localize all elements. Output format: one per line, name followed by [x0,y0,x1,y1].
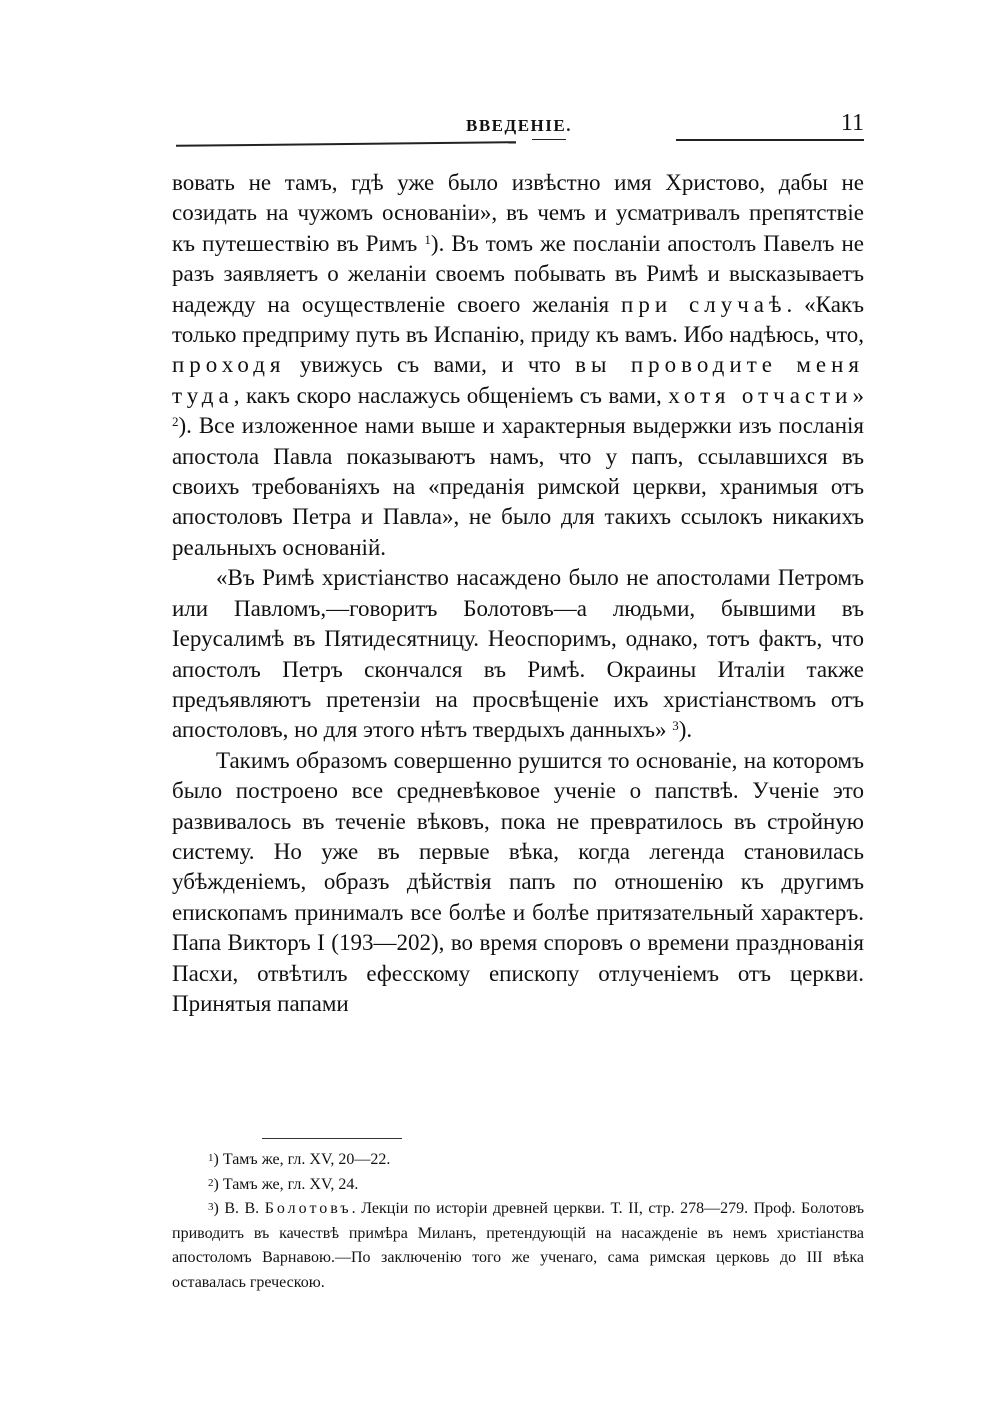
spaced-emphasis: хотя отчасти [668,382,853,408]
spaced-emphasis: вы проводите меня туда [172,352,864,408]
paragraph-3: Такимъ образомъ совершенно рушится то основаніе, на которомъ было построено все средневѣковое ученіе о папствѣ. Ученіе это развивалось въ теченіе вѣковъ, пока не превратилось въ стройную систему. Но уже въ первые вѣка, когда легенда становилась убѣжденіемъ, образъ дѣйствія папъ по отношенію къ другимъ епископамъ принималъ все болѣе и болѣе притязательный характеръ. Папа Викторъ I (193—202), во время споровъ о времени празднованія Пасхи, отвѣтилъ ефесскому епископу отлученіемъ отъ церкви. Принятыя папами [172,747,864,1016]
paragraph-1: вовать не тамъ, гдѣ уже было извѣстно имя Христово, дабы не созидать на чужомъ основаніи», въ чемъ и усматривалъ препятствіе къ путешествію въ Римъ $^1$). Въ томъ же посланіи апостолъ Павелъ не разъ заявляетъ о желаніи своемъ побывать въ Римѣ и высказываетъ надежду на осуществленіе своего желанія при случаѣ. «Какъ только предприму путь въ Испанію, приду къ вамъ. Ибо надѣюсь, что, проходя увижусь съ вами, и что вы проводите меня туда, какъ скоро наслажусь общеніемъ съ вами, хотя отчасти» $^2$). Все изложенное нами выше и характерныя выдержки изъ посланія апостола Павла показываютъ намъ, что у папъ, ссылавшихся въ своихъ требованіяхъ на «преданія римской церкви, хранимыя отъ апостоловъ Петра и Павла», не было для такихъ ссылокъ никакихъ реальныхъ основаній. [172,170,864,560]
footnote-3: $^3$) В. В. Болотовъ. Лекціи по исторіи древней церкви. Т. II, стр. 278—279. Проф. Болотовъ приводитъ въ качествѣ примѣра Миланъ, претендующій на насажденіе въ немъ христіанства апостоломъ Варнавою.—По заключенію того же ученаго, сама римская церковь до III вѣка оставалась греческою. [172,1200,865,1291]
header-rule-right [676,139,864,141]
body-text [172,168,864,1019]
footnote-ref-3: 3 [672,718,679,734]
header-rule-left [176,141,516,146]
footnote-separator [262,1138,402,1139]
page-header [176,110,864,140]
spaced-emphasis: проходя [172,352,286,378]
paragraph-2: «Въ Римѣ христіанство насаждено было не апостолами Петромъ или Павломъ,—говоритъ Болотовъ—а людьми, бывшими въ Іерусалимѣ въ Пятидесятницу. Неоспоримъ, однако, тотъ фактъ, что апостолъ Петръ скончался въ Римѣ. Окраины Италіи также предъявляютъ претензіи на просвѣщеніе ихъ христіанствомъ отъ апостоловъ, но для этого нѣтъ твердыхъ данныхъ» $^3$). [172,565,864,743]
footnote-1: $^1$) Тамъ же, гл. XV, 20—22. [208,1151,391,1168]
footnote-ref-1: 1 [424,231,431,247]
footnote-ref-2: 2 [172,414,179,430]
footnote-2: $^2$) Тамъ же, гл. XV, 24. [208,1175,359,1193]
running-title: ВВЕДЕНІЕ. [466,116,572,135]
page-number: 11 [840,110,864,136]
spaced-emphasis: при случаѣ [621,291,787,317]
header-rule-mid [532,139,566,140]
footnotes [172,1148,864,1295]
author-name: Болотовъ [264,1200,352,1217]
